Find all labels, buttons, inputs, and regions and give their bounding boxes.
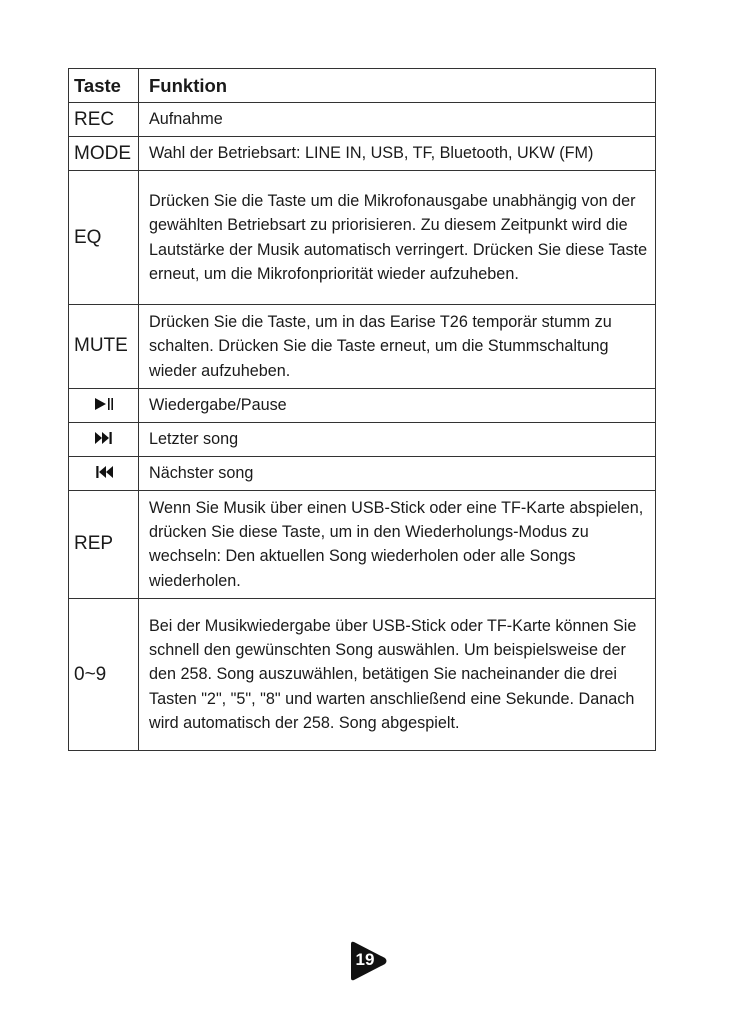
key-mode: MODE	[69, 137, 139, 171]
table-row	[69, 490, 656, 598]
function-mode: Wahl der Betriebsart: LINE IN, USB, TF, Bluetooth, UKW (FM)	[139, 137, 656, 171]
key-rec: REC	[69, 103, 139, 137]
header-function: Funktion	[139, 69, 656, 103]
play-pause-icon	[94, 398, 114, 410]
function-play-pause: Wiedergabe/Pause	[139, 388, 656, 422]
table-row	[69, 388, 656, 422]
key-play-pause	[69, 388, 139, 422]
function-table	[68, 68, 656, 751]
table-row	[69, 103, 656, 137]
function-rec: Aufnahme	[139, 103, 656, 137]
table-row	[69, 422, 656, 456]
key-eq: EQ	[69, 171, 139, 305]
key-mute: MUTE	[69, 305, 139, 389]
key-digits: 0~9	[69, 599, 139, 751]
skip-back-icon	[95, 466, 113, 478]
function-rep: Wenn Sie Musik über einen USB-Stick oder eine TF-Karte abspielen, drücken Sie diese Taste, um in den Wiederholungs-Modus zu wechseln: Den aktuellen Song wiederholen oder alle Songs wiederholen.	[139, 490, 656, 598]
function-mute: Drücken Sie die Taste, um in das Earise T26 temporär stumm zu schalten. Drücken Sie die Taste erneut, um die Stummschaltung wieder aufzuheben.	[139, 305, 656, 389]
skip-forward-icon	[95, 432, 113, 444]
key-skip-back	[69, 456, 139, 490]
page-number-badge	[347, 940, 389, 982]
table-header-row	[69, 69, 656, 103]
table-row	[69, 305, 656, 389]
function-eq: Drücken Sie die Taste um die Mikrofonausgabe unabhängig von der gewählten Betriebsart zu priorisieren. Zu diesem Zeitpunkt wird die Lautstärke der Musik automatisch verringert. Drücken Sie diese Taste erneut, um die Mikrofonpriorität wieder aufzuheben.	[139, 171, 656, 305]
table-row	[69, 171, 656, 305]
page-number: 19	[355, 950, 375, 969]
table-row	[69, 599, 656, 751]
key-rep: REP	[69, 490, 139, 598]
function-skip-forward: Letzter song	[139, 422, 656, 456]
function-digits: Bei der Musikwiedergabe über USB-Stick oder TF-Karte können Sie schnell den gewünschten Song auswählen. Um beispielsweise der den 258. Song auszuwählen, betätigen Sie nacheinander die drei Tasten "2", "5", "8" und warten anschließend eine Sekunde. Danach wird automatisch der 258. Song abgespielt.	[139, 599, 656, 751]
key-skip-forward	[69, 422, 139, 456]
table-row	[69, 456, 656, 490]
header-key: Taste	[69, 69, 139, 103]
table-row	[69, 137, 656, 171]
function-skip-back: Nächster song	[139, 456, 656, 490]
